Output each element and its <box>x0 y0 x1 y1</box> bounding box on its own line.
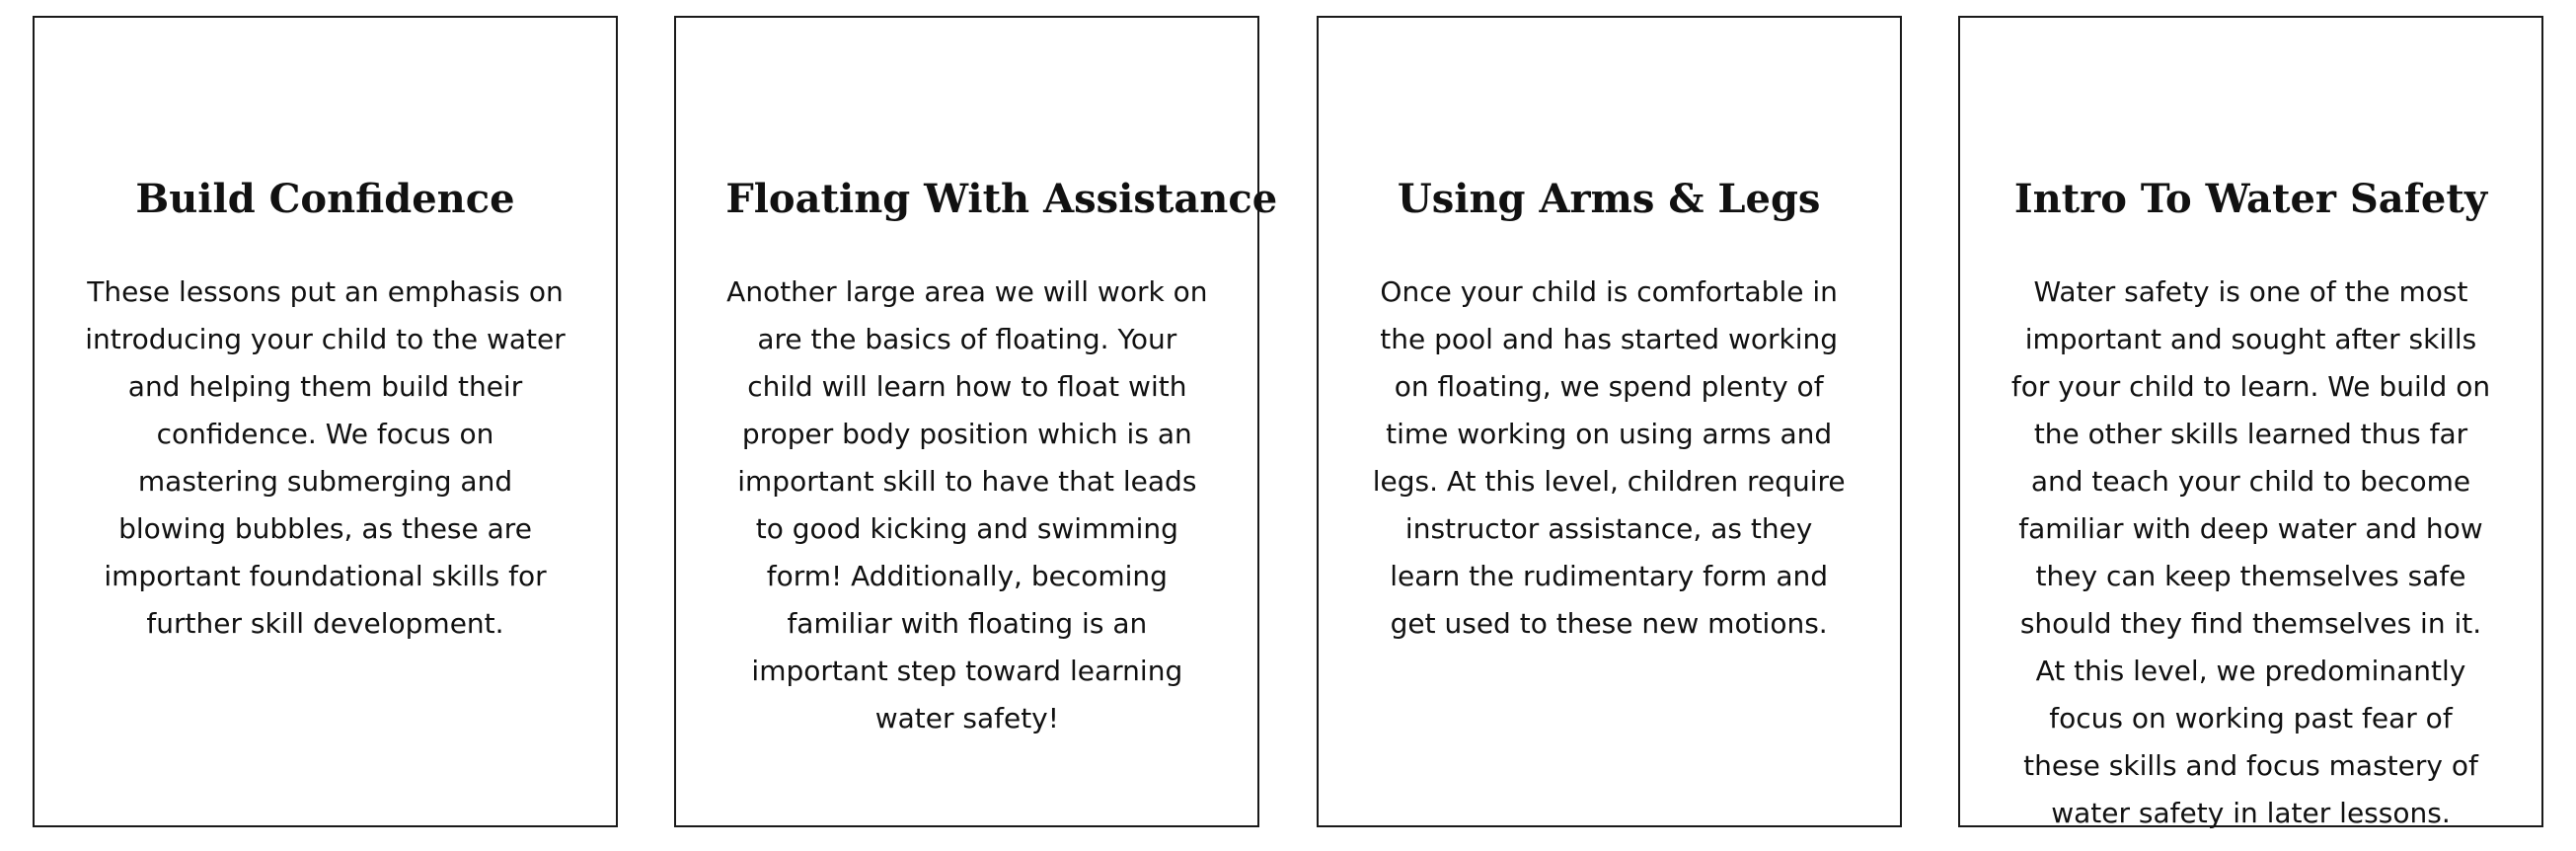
card-description: Water safety is one of the most important and sought after skills for your child to learn. We build on the other skills learned thus far and teach your child to become familiar with deep water and how they can keep themselves safe should they find themselves in it. At this level, we predominantly focus on working past fear of these skills and focus mastery of water safety in later lessons. <box>2010 275 2491 829</box>
card-build-confidence <box>33 16 618 827</box>
card-title: Intro To Water Safety <box>2013 176 2488 222</box>
card-floating-with-assistance <box>674 16 1278 827</box>
lesson-cards-row <box>33 16 2543 827</box>
card-description: Another large area we will work on are the basics of floating. Your child will learn how to float with proper body position which is an important skill to have that leads to good kicking and swimming form! Additionally, becoming familiar with floating is an important step toward learning water safety! <box>726 275 1208 735</box>
card-using-arms-and-legs <box>1317 16 1902 827</box>
card-intro-to-water-safety <box>1958 16 2543 827</box>
card-title: Using Arms & Legs <box>1397 176 1821 222</box>
card-description: These lessons put an emphasis on introducing your child to the water and helping them build their confidence. We focus on mastering submerging and blowing bubbles, as these are important foundational skills for further skill development. <box>85 275 566 640</box>
card-title: Build Confidence <box>135 176 515 222</box>
card-title: Floating With Assistance <box>725 176 1278 222</box>
card-description: Once your child is comfortable in the pool and has started working on floating, we spend plenty of time working on using arms and legs. At this level, children require instructor assistance, as they learn the rudimentary form and get used to these new motions. <box>1372 275 1846 640</box>
